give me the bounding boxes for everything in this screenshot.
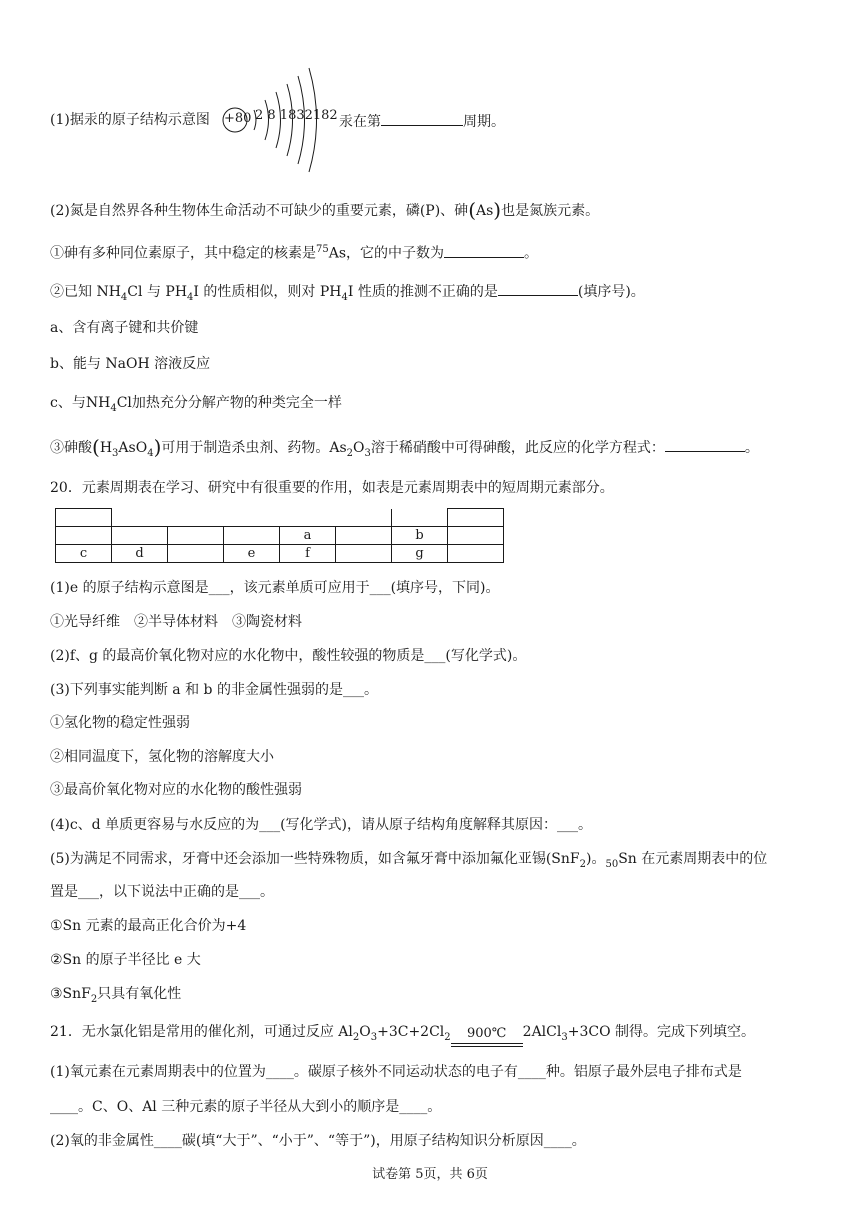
q20-part3: (3)下列事实能判断 a 和 b 的非金属性强弱的是___。 [50, 682, 378, 698]
periodic-table-fragment [55, 508, 504, 563]
q20-part3-option3: ③最高价氧化物对应的水化物的酸性强弱 [50, 782, 302, 798]
q21-intro: 21．无水氯化铝是常用的催化剂，可通过反应 $Al_2O_3+3C+2Cl_2$ 900℃ 2AlCl$_3$+3CO 制得。完成下列填空。 [50, 1022, 755, 1048]
electron-counts: 2 8 1832182 [255, 108, 338, 123]
q20-part5-option2: ②Sn 的原子半径比 e 大 [50, 952, 201, 968]
table-cell: d [112, 545, 168, 563]
table-cell: a [280, 527, 336, 545]
table-cell: f [280, 545, 336, 563]
q20-part4: (4)c、d 单质更容易与水反应的为___(写化学式)，请从原子结构角度解释其原因：___。 [50, 817, 593, 833]
q20-part5-line2: 置是___，以下说法中正确的是___。 [50, 884, 274, 900]
page-footer: 试卷第 5页，共 6页 [372, 1167, 488, 1182]
table-cell [448, 527, 504, 545]
answer-blank[interactable] [444, 242, 524, 258]
table-cell: c [56, 545, 112, 563]
table-cell [224, 527, 280, 545]
q19-sub1: ①砷有多种同位素原子，其中稳定的核素是$^{75}$As，它的中子数为 。 [50, 240, 538, 264]
q21-part2: (2)氧的非金属性____碳(填“大于”、“小于”、“等于”)，用原子结构知识分析原因____。 [50, 1133, 586, 1149]
table-cell [448, 545, 504, 563]
q20-part1-options: ①光导纤维 ②半导体材料 ③陶瓷材料 [50, 614, 302, 630]
nucleus-charge: +80 [224, 111, 252, 126]
table-cell: e [224, 545, 280, 563]
q20-part2: (2)f、g 的最高价氧化物对应的水化物中，酸性较强的物质是___(写化学式)。 [50, 648, 527, 664]
q21-part1-line2: ____。C、O、Al 三种元素的原子半径从大到小的顺序是____。 [50, 1099, 442, 1115]
q20-part3-option1: ①氢化物的稳定性强弱 [50, 715, 190, 731]
q20-part5: (5)为满足不同需求，牙膏中还会添加一些特殊物质，如含氟牙膏中添加氟化亚锡(SnF$_2$)。$_{50}$Sn 在元素周期表中的位 [50, 851, 768, 870]
table-cell [168, 527, 224, 545]
q19-part1: (1)据汞的原子结构示意图 [50, 112, 210, 128]
reaction-condition: 900℃ [451, 1030, 523, 1048]
answer-blank[interactable] [665, 436, 745, 452]
q20-part1: (1)e 的原子结构示意图是___，该元素单质可应用于___(填序号，下同)。 [50, 580, 500, 596]
table-cell: b [392, 527, 448, 545]
table-row [56, 527, 504, 545]
table-cell: g [392, 545, 448, 563]
q20-part5-option3: ③SnF$_2$只具有氧化性 [50, 986, 182, 1005]
table-row [56, 509, 504, 527]
table-cell [56, 527, 112, 545]
table-cell [336, 527, 392, 545]
table-cell [168, 545, 224, 563]
option-b: b、能与 NaOH 溶液反应 [50, 356, 211, 372]
q19-part2: (2)氮是自然界各种生物体生命活动不可缺少的重要元素，磷(P)、砷(As)也是氮族元素。 [50, 198, 600, 222]
q20-title: 20．元素周期表在学习、研究中有很重要的作用，如表是元素周期表中的短周期元素部分。 [50, 480, 614, 496]
answer-blank[interactable] [498, 280, 578, 296]
q19-sub3: ③砷酸$(H_3AsO_4)$可用于制造杀虫剂、药物。$As_2O_3$溶于稀硝酸中可得砷酸，此反应的化学方程式： 。 [50, 435, 759, 459]
table-cell [112, 527, 168, 545]
table-row [56, 545, 504, 563]
table-cell [336, 545, 392, 563]
option-c: c、与$NH_4Cl$加热充分分解产物的种类完全一样 [50, 395, 342, 414]
q20-part5-option1: ①Sn 元素的最高正化合价为+4 [50, 918, 247, 934]
answer-blank[interactable] [381, 110, 463, 126]
option-a: a、含有离子键和共价键 [50, 320, 199, 336]
q20-part3-option2: ②相同温度下，氢化物的溶解度大小 [50, 749, 274, 765]
q19-sub2: ②已知 $NH_4Cl$ 与 $PH_4I$ 的性质相似，则对 $PH_4I$ 性质的推测不正确的是 (填序号)。 [50, 280, 645, 308]
q21-part1-line1: (1)氧元素在元素周期表中的位置为____。碳原子核外不同运动状态的电子有____种。铝原子最外层电子排布式是 [50, 1064, 742, 1080]
